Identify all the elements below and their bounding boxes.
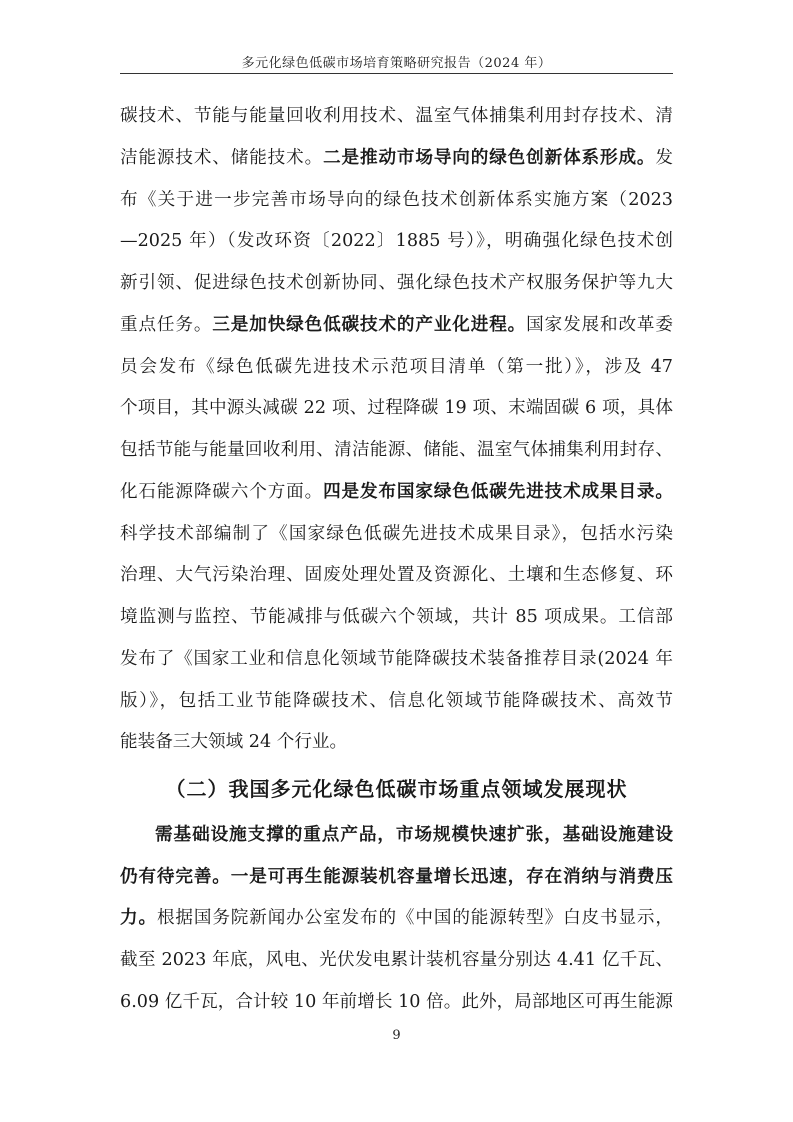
text-run: 包括节能与能量回收利用、清洁能源、储能、温室气体捕集利用封存、 xyxy=(120,440,673,460)
text-run: —2025 年）（发改环资〔2022〕1885 号）》，明确强化绿色技术创 xyxy=(120,231,673,251)
text-run: 6.09 亿千瓦，合计较 10 年前增长 10 倍。此外，局部地区可再生能源 xyxy=(120,992,673,1012)
text-run: 发布了《国家工业和信息化领域节能降碳技术装备推荐目录(2024 年 xyxy=(120,649,673,669)
body-line xyxy=(120,310,673,340)
body-line xyxy=(120,477,673,507)
body-line xyxy=(120,862,673,892)
text-run: 版）》，包括工业节能降碳技术、信息化领域节能降碳技术、高效节 xyxy=(120,691,673,711)
text-run: 洁能源技术、储能技术。 xyxy=(120,148,324,168)
text-run: 根据国务院新闻办公室发布的《中国的能源转型》白皮书显示， xyxy=(156,908,673,928)
section-heading: （二）我国多元化绿色低碳市场重点领域发展现状 xyxy=(165,777,628,801)
body-line xyxy=(120,226,673,256)
bold-text-run: 二是推动市场导向的绿色创新体系形成。 xyxy=(323,147,656,168)
body-line xyxy=(120,268,673,298)
bold-text-run: 力。 xyxy=(120,907,157,928)
text-run: 碳技术、节能与能量回收利用技术、温室气体捕集利用封存技术、清 xyxy=(120,106,673,126)
text-run: 员会发布《绿色低碳先进技术示范项目清单（第一批）》，涉及 47 xyxy=(120,357,673,377)
body-line xyxy=(120,945,673,975)
text-run: 个项目，其中源头减碳 22 项、过程降碳 19 项、末端固碳 6 项，具体 xyxy=(120,398,673,418)
text-run: 布《关于进一步完善市场导向的绿色技术创新体系实施方案（2023 xyxy=(120,190,673,210)
text-run: 科学技术部编制了《国家绿色低碳先进技术成果目录》，包括水污染 xyxy=(120,524,673,544)
body-line xyxy=(120,727,673,757)
body-line xyxy=(120,602,673,632)
body-line xyxy=(120,644,673,674)
body-line xyxy=(120,143,673,173)
text-run: 境监测与监控、节能减排与低碳六个领域，共计 85 项成果。工信部 xyxy=(120,607,673,627)
body-line xyxy=(120,435,673,465)
body-line xyxy=(120,686,673,716)
bold-text-run: 需基础设施支撑的重点产品，市场规模快速扩张，基础设施建设 xyxy=(155,824,673,845)
body-line xyxy=(120,352,673,382)
text-run: 治理、大气污染治理、固废处理处置及资源化、土壤和生态修复、环 xyxy=(120,565,673,585)
text-run: 化石能源降碳六个方面。 xyxy=(120,482,324,502)
body-line xyxy=(120,393,673,423)
body-line xyxy=(120,903,673,933)
body-line xyxy=(120,519,673,549)
text-run: 截至 2023 年底，风电、光伏发电累计装机容量分别达 4.41 亿千瓦、 xyxy=(120,950,673,970)
body-line xyxy=(120,185,673,215)
bold-text-run: 四是发布国家绿色低碳先进技术成果目录。 xyxy=(323,481,673,502)
bold-text-run: 三是加快绿色低碳技术的产业化进程。 xyxy=(212,314,527,335)
body-line xyxy=(155,820,673,850)
page-number: 9 xyxy=(392,1028,401,1043)
bold-text-run: 仍有待完善。一是可再生能源装机容量增长迅速，存在消纳与消费压 xyxy=(120,866,673,887)
running-header: 多元化绿色低碳市场培育策略研究报告（2024 年） xyxy=(241,56,552,71)
text-run: 新引领、促进绿色技术创新协同、强化绿色技术产权服务保护等九大 xyxy=(120,273,673,293)
body-line xyxy=(120,987,673,1017)
text-run: 能装备三大领域 24 个行业。 xyxy=(120,732,348,752)
body-line xyxy=(120,560,673,590)
text-run: 国家发展和改革委 xyxy=(526,315,673,335)
text-run: 发 xyxy=(655,148,673,168)
text-run: 重点任务。 xyxy=(120,315,213,335)
header-rule xyxy=(120,73,673,74)
body-line xyxy=(120,101,673,131)
